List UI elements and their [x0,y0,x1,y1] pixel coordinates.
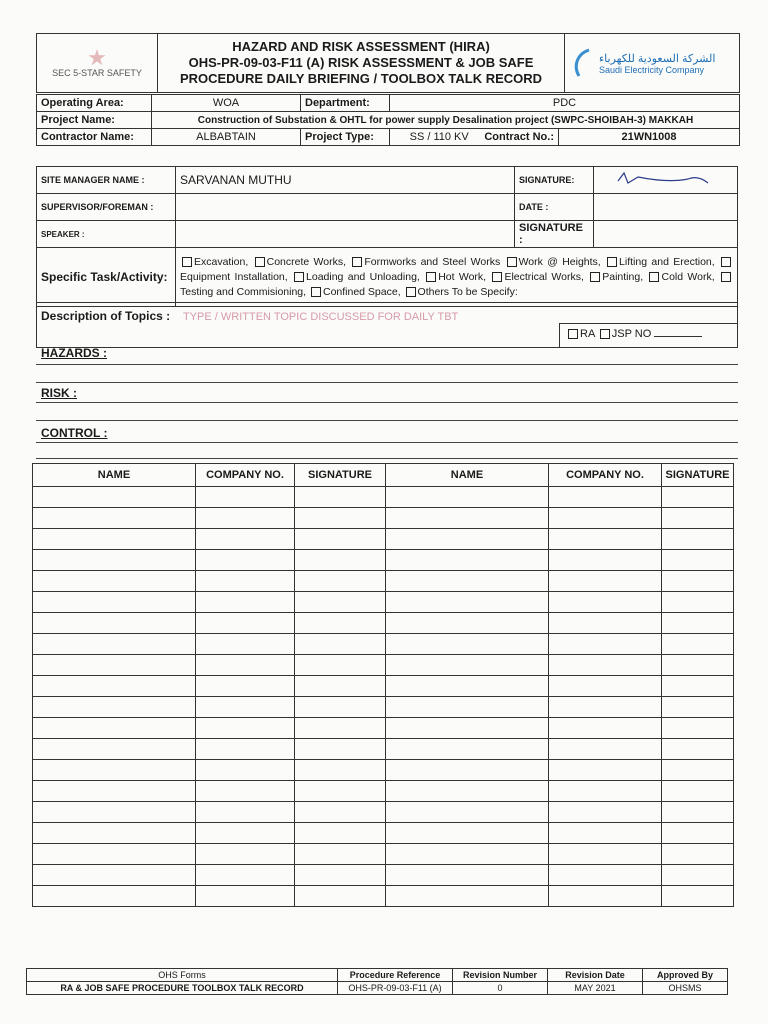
name-header: NAME [33,464,196,487]
attendance-cell[interactable] [33,823,196,844]
task-checkbox[interactable] [311,287,321,297]
attendance-cell[interactable] [549,550,662,571]
attendance-table [32,463,734,907]
logo-arabic: الشركة السعودية للكهرباء [599,52,716,65]
ra-checkbox[interactable] [568,329,578,339]
sec-5-star-logo [37,34,158,93]
task-checkbox[interactable] [721,272,731,282]
name-header-2: NAME [386,464,549,487]
site-manager-label: SITE MANAGER NAME : [37,167,176,194]
attendance-cell[interactable] [33,865,196,886]
attendance-cell[interactable] [295,865,386,886]
contractor-label: Contractor Name: [37,129,152,146]
attendance-cell[interactable] [662,571,734,592]
attendance-cell[interactable] [386,529,549,550]
attendance-cell[interactable] [549,592,662,613]
task-label-item: Hot Work, [438,270,487,283]
attendance-row [33,529,734,550]
attendance-cell[interactable] [662,781,734,802]
title-line-3: PROCEDURE DAILY BRIEFING / TOOLBOX TALK RECORD [179,71,543,86]
company-no-header-2: COMPANY NO. [549,464,662,487]
task-label-item: Painting, [602,270,644,283]
task-checkbox[interactable] [426,272,436,282]
footer-approved-value: OHSMS [643,982,728,995]
task-checkbox[interactable] [649,272,659,282]
attendance-cell[interactable] [549,739,662,760]
attendance-cell[interactable] [549,655,662,676]
attendance-row [33,613,734,634]
attendance-row [33,655,734,676]
project-type-label: Project Type: [301,129,390,146]
attendance-header [33,464,734,487]
attendance-cell[interactable] [549,844,662,865]
hazards-label: HAZARDS : [41,346,107,360]
attendance-cell[interactable] [33,571,196,592]
attendance-cell[interactable] [33,613,196,634]
attendance-cell[interactable] [295,844,386,865]
attendance-cell[interactable] [662,823,734,844]
hazards-line-2[interactable] [36,382,738,383]
topics-label: Description of Topics : [41,309,171,323]
attendance-cell[interactable] [386,550,549,571]
ra-jsp-box [559,323,737,347]
attendance-cell[interactable] [33,655,196,676]
attendance-cell[interactable] [662,634,734,655]
form-header [36,33,740,93]
attendance-cell[interactable] [549,613,662,634]
attendance-cell[interactable] [662,844,734,865]
footer-procedure-label: Procedure Reference [338,969,453,982]
attendance-cell[interactable] [386,865,549,886]
attendance-row [33,592,734,613]
ra-label: RA [580,328,595,340]
attendance-cell[interactable] [662,550,734,571]
attendance-cell[interactable] [295,739,386,760]
attendance-cell[interactable] [33,718,196,739]
attendance-cell[interactable] [33,844,196,865]
attendance-cell[interactable] [662,739,734,760]
attendance-cell[interactable] [662,886,734,907]
task-checkbox[interactable] [406,287,416,297]
control-line-2[interactable] [36,458,738,459]
task-label-item: Excavation, [194,255,249,268]
task-label-item: Cold Work, [661,270,715,283]
speaker-field[interactable] [176,221,515,248]
attendance-cell[interactable] [295,886,386,907]
attendance-cell[interactable] [549,571,662,592]
attendance-cell[interactable] [33,781,196,802]
attendance-cell[interactable] [196,844,295,865]
site-manager-value[interactable]: SARVANAN MUTHU [176,167,515,194]
attendance-cell[interactable] [33,886,196,907]
attendance-cell[interactable] [196,697,295,718]
contract-no-label: Contract No.: [484,131,554,143]
attendance-cell[interactable] [386,697,549,718]
attendance-cell[interactable] [196,613,295,634]
attendance-cell[interactable] [386,508,549,529]
attendance-cell[interactable] [196,760,295,781]
attendance-cell[interactable] [549,781,662,802]
attendance-cell[interactable] [196,655,295,676]
operating-area-label: Operating Area: [37,95,152,112]
attendance-cell[interactable] [196,508,295,529]
attendance-cell[interactable] [386,739,549,760]
form-footer [26,968,728,995]
sec-logo [565,34,740,93]
attendance-cell[interactable] [33,634,196,655]
task-label-item: Confined Space, [322,285,401,298]
attendance-cell[interactable] [295,823,386,844]
attendance-row [33,508,734,529]
attendance-cell[interactable] [196,529,295,550]
logo-english: Saudi Electricity Company [599,64,705,75]
footer-procedure-value: OHS-PR-09-03-F11 (A) [338,982,453,995]
attendance-cell[interactable] [295,571,386,592]
contract-no-value: 21WN1008 [559,129,740,146]
attendance-cell[interactable] [549,697,662,718]
attendance-cell[interactable] [33,760,196,781]
attendance-row [33,886,734,907]
task-checkbox[interactable] [607,257,617,267]
attendance-cell[interactable] [295,508,386,529]
attendance-cell[interactable] [295,781,386,802]
attendance-cell[interactable] [295,592,386,613]
attendance-cell[interactable] [196,634,295,655]
attendance-cell[interactable] [662,697,734,718]
footer-revision-value: 0 [453,982,548,995]
task-label-item: Lifting and Erection, [619,255,715,268]
attendance-cell[interactable] [386,844,549,865]
attendance-cell[interactable] [662,802,734,823]
attendance-cell[interactable] [662,655,734,676]
footer-forms-value: RA & JOB SAFE PROCEDURE TOOLBOX TALK RECORD [27,982,338,995]
attendance-cell[interactable] [295,676,386,697]
attendance-cell[interactable] [549,865,662,886]
attendance-cell[interactable] [386,802,549,823]
attendance-cell[interactable] [549,823,662,844]
task-checkbox[interactable] [255,257,265,267]
attendance-cell[interactable] [33,676,196,697]
attendance-cell[interactable] [196,676,295,697]
project-name-value: Construction of Substation & OHTL for power supply Desalination project (SWPC-SHOIBAH-3) MAKKAH [152,112,740,129]
attendance-cell[interactable] [295,718,386,739]
attendance-cell[interactable] [33,529,196,550]
speaker-signature-label: SIGNATURE : [515,221,594,248]
risk-line-2[interactable] [36,420,738,421]
attendance-cell[interactable] [196,781,295,802]
task-checkbox[interactable] [182,257,192,267]
task-checklist [176,248,738,307]
attendance-cell[interactable] [196,802,295,823]
attendance-cell[interactable] [295,802,386,823]
attendance-cell[interactable] [662,676,734,697]
attendance-cell[interactable] [196,550,295,571]
contractor-value: ALBABTAIN [152,129,301,146]
attendance-cell[interactable] [386,613,549,634]
attendance-cell[interactable] [196,592,295,613]
task-label-item: Formworks and Steel Works [364,255,501,268]
operating-area-value: WOA [152,95,301,112]
attendance-cell[interactable] [295,613,386,634]
attendance-cell[interactable] [33,508,196,529]
jsp-number-field[interactable] [654,336,702,337]
attendance-row [33,844,734,865]
attendance-row [33,550,734,571]
attendance-cell[interactable] [549,886,662,907]
attendance-cell[interactable] [549,529,662,550]
task-checkbox[interactable] [352,257,362,267]
attendance-cell[interactable] [549,634,662,655]
attendance-cell[interactable] [386,676,549,697]
control-label: CONTROL : [41,426,108,440]
attendance-cell[interactable] [386,886,549,907]
task-label-item: Testing and Commisioning, [180,285,307,298]
task-label-item: Concrete Works, [266,255,347,268]
attendance-cell[interactable] [196,886,295,907]
attendance-cell[interactable] [196,865,295,886]
supervisor-field[interactable] [176,194,515,221]
attendance-row [33,760,734,781]
attendance-cell[interactable] [386,487,549,508]
task-label-item: Electrical Works, [504,270,584,283]
attendance-cell[interactable] [662,760,734,781]
attendance-row [33,781,734,802]
signature-label: SIGNATURE: [515,167,594,194]
attendance-cell[interactable] [386,760,549,781]
attendance-cell[interactable] [662,592,734,613]
attendance-cell[interactable] [33,697,196,718]
attendance-row [33,739,734,760]
jsp-label: JSP NO [611,328,652,340]
task-label: Specific Task/Activity: [37,248,176,307]
attendance-cell[interactable] [386,823,549,844]
attendance-cell[interactable] [33,592,196,613]
signature-header: SIGNATURE [295,464,386,487]
task-checkbox[interactable] [721,257,731,267]
title-line-2: OHS-PR-09-03-F11 (A) RISK ASSESSMENT & JOB SAFE [188,55,534,70]
company-no-header: COMPANY NO. [196,464,295,487]
task-checkbox[interactable] [590,272,600,282]
attendance-cell[interactable] [549,508,662,529]
attendance-cell[interactable] [33,487,196,508]
topics-row [36,302,738,348]
star-icon: ★ [87,45,107,70]
attendance-cell[interactable] [386,781,549,802]
project-name-label: Project Name: [37,112,152,129]
hazards-line-1[interactable] [36,364,738,365]
attendance-cell[interactable] [386,634,549,655]
attendance-cell[interactable] [33,739,196,760]
footer-forms-label: OHS Forms [27,969,338,982]
task-checkbox[interactable] [492,272,502,282]
attendance-cell[interactable] [386,718,549,739]
speaker-label: SPEAKER : [37,221,176,248]
title-line-1: HAZARD AND RISK ASSESSMENT (HIRA) [232,39,490,54]
handwritten-signature [598,169,718,189]
attendance-row [33,823,734,844]
jsp-checkbox[interactable] [600,329,610,339]
attendance-cell[interactable] [295,529,386,550]
attendance-cell[interactable] [33,550,196,571]
risk-label: RISK : [41,386,77,400]
signature-field[interactable] [594,167,738,194]
attendance-cell[interactable] [549,676,662,697]
attendance-cell[interactable] [662,613,734,634]
supervisor-label: SUPERVISOR/FOREMAN : [37,194,176,221]
attendance-cell[interactable] [549,718,662,739]
attendance-cell[interactable] [386,655,549,676]
attendance-cell[interactable] [295,550,386,571]
date-field[interactable] [594,194,738,221]
attendance-cell[interactable] [662,487,734,508]
attendance-cell[interactable] [196,571,295,592]
project-type-value: SS / 110 KV [409,131,469,143]
attendance-cell[interactable] [196,718,295,739]
attendance-cell[interactable] [662,865,734,886]
attendance-row [33,865,734,886]
attendance-cell[interactable] [386,592,549,613]
attendance-row [33,802,734,823]
attendance-cell[interactable] [662,529,734,550]
footer-revision-label: Revision Number [453,969,548,982]
risk-line-1[interactable] [36,402,738,403]
attendance-cell[interactable] [196,739,295,760]
attendance-cell[interactable] [549,760,662,781]
task-checkbox[interactable] [507,257,517,267]
task-label-item: Others To be Specify: [417,285,518,298]
speaker-signature-field[interactable] [594,221,738,248]
attendance-cell[interactable] [295,760,386,781]
attendance-row [33,697,734,718]
attendance-row [33,634,734,655]
attendance-cell[interactable] [295,655,386,676]
attendance-row [33,571,734,592]
logo-text: SEC 5-STAR SAFETY [52,68,142,78]
task-label-item: Equipment Installation, [180,270,288,283]
attendance-row [33,676,734,697]
attendance-cell[interactable] [295,697,386,718]
briefing-details-table [36,166,738,307]
department-value: PDC [390,95,740,112]
sec-swoosh-icon [569,46,595,80]
attendance-cell[interactable] [662,718,734,739]
attendance-cell[interactable] [33,802,196,823]
footer-date-label: Revision Date [548,969,643,982]
task-checkbox[interactable] [294,272,304,282]
attendance-cell[interactable] [549,487,662,508]
date-label: DATE : [515,194,594,221]
project-info-table [36,94,740,146]
footer-approved-label: Approved By [643,969,728,982]
signature-header-2: SIGNATURE [662,464,734,487]
footer-date-value: MAY 2021 [548,982,643,995]
attendance-cell[interactable] [196,823,295,844]
attendance-cell[interactable] [295,634,386,655]
topics-placeholder[interactable]: TYPE / WRITTEN TOPIC DISCUSSED FOR DAILY TBT [183,311,459,323]
task-label-item: Work @ Heights, [518,255,601,268]
attendance-cell[interactable] [196,487,295,508]
attendance-cell[interactable] [662,508,734,529]
control-line-1[interactable] [36,442,738,443]
attendance-cell[interactable] [386,571,549,592]
attendance-cell[interactable] [295,487,386,508]
attendance-cell[interactable] [549,802,662,823]
attendance-row [33,487,734,508]
department-label: Department: [301,95,390,112]
form-title [158,34,565,93]
task-label-item: Loading and Unloading, [306,270,420,283]
attendance-row [33,718,734,739]
